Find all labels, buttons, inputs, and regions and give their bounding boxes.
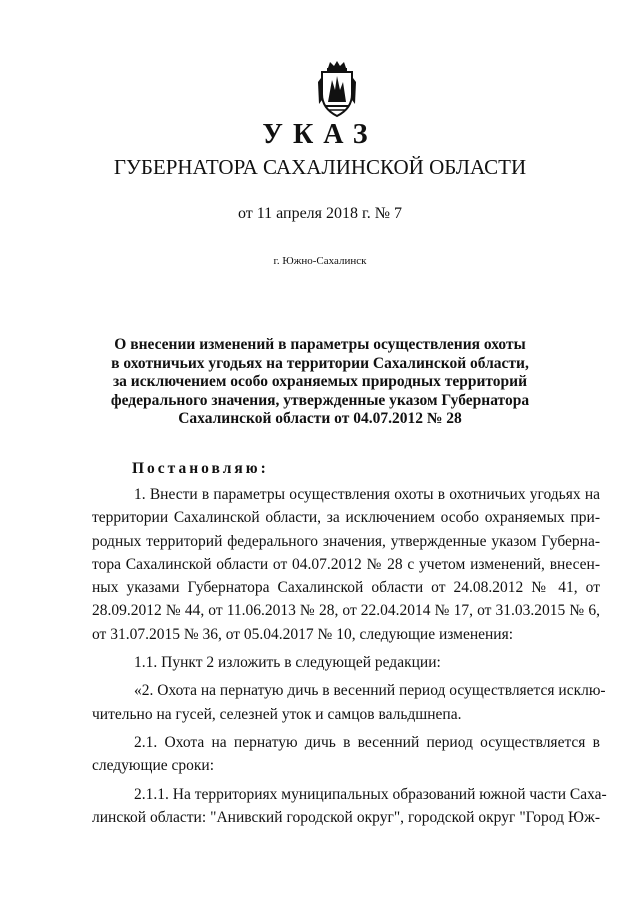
body-line: территории Сахалинской области, за исключением особо охраняемых при- xyxy=(92,509,600,527)
paragraph-4 xyxy=(92,731,600,778)
paragraph-2 xyxy=(92,651,600,674)
paragraph-3 xyxy=(92,679,606,726)
coat-of-arms-icon xyxy=(316,60,358,118)
body-line: 2.1.1. На территориях муниципальных образований южной части Саха- xyxy=(134,785,607,803)
document-subtitle: ГУБЕРНАТОРА САХАЛИНСКОЙ ОБЛАСТИ xyxy=(113,155,527,179)
body-line: 1. Внести в параметры осуществления охоты в охотничьих угодьях на xyxy=(134,486,600,503)
body-line: «2. Охота на пернатую дичь в весенний период осуществляется исклю- xyxy=(134,682,606,700)
body-line: чительно на гусей, селезней уток и самцов вальдшнепа. xyxy=(92,705,462,723)
decree-word: Постановляю: xyxy=(132,460,269,477)
document-heading xyxy=(100,336,540,429)
body-line: линской области: "Анивский городской округ", городской округ "Город Юж- xyxy=(92,808,600,826)
body-line: 2.1. Охота на пернатую дичь в весенний период осуществляется в xyxy=(134,733,600,751)
heading-line: за исключением особо охраняемых природных территорий xyxy=(112,373,528,390)
document-date: от 11 апреля 2018 г. № 7 xyxy=(237,205,403,222)
heading-line: О внесении изменений в параметры осуществления охоты xyxy=(114,336,526,353)
body-line: тора Сахалинской области от 04.07.2012 № 28 с учетом изменений, внесен- xyxy=(92,555,600,573)
document-city: г. Южно-Сахалинск xyxy=(273,255,367,267)
heading-line: федерального значения, утвержденные указом Губернатора xyxy=(110,391,530,409)
document-body xyxy=(92,483,607,829)
body-line: ных указами Губернатора Сахалинской области от 24.08.2012 № 41, от xyxy=(92,579,600,597)
heading-line: Сахалинской области от 04.07.2012 № 28 xyxy=(178,410,462,427)
body-line: 1.1. Пункт 2 изложить в следующей редакции: xyxy=(134,654,441,672)
body-line: следующие сроки: xyxy=(92,757,215,775)
heading-line: в охотничьих угодьях на территории Сахалинской области, xyxy=(111,354,529,372)
body-line: родных территорий федерального значения, утвержденные указом Губерна- xyxy=(92,532,600,550)
body-line: от 31.07.2015 № 36, от 05.04.2017 № 10, следующие изменения: xyxy=(92,625,514,643)
paragraph-1 xyxy=(92,483,600,646)
paragraph-5 xyxy=(92,783,607,830)
body-line: 28.09.2012 № 44, от 11.06.2013 № 28, от 22.04.2014 № 17, от 31.03.2015 № 6, xyxy=(92,602,600,620)
document-title: УКАЗ xyxy=(262,119,378,150)
